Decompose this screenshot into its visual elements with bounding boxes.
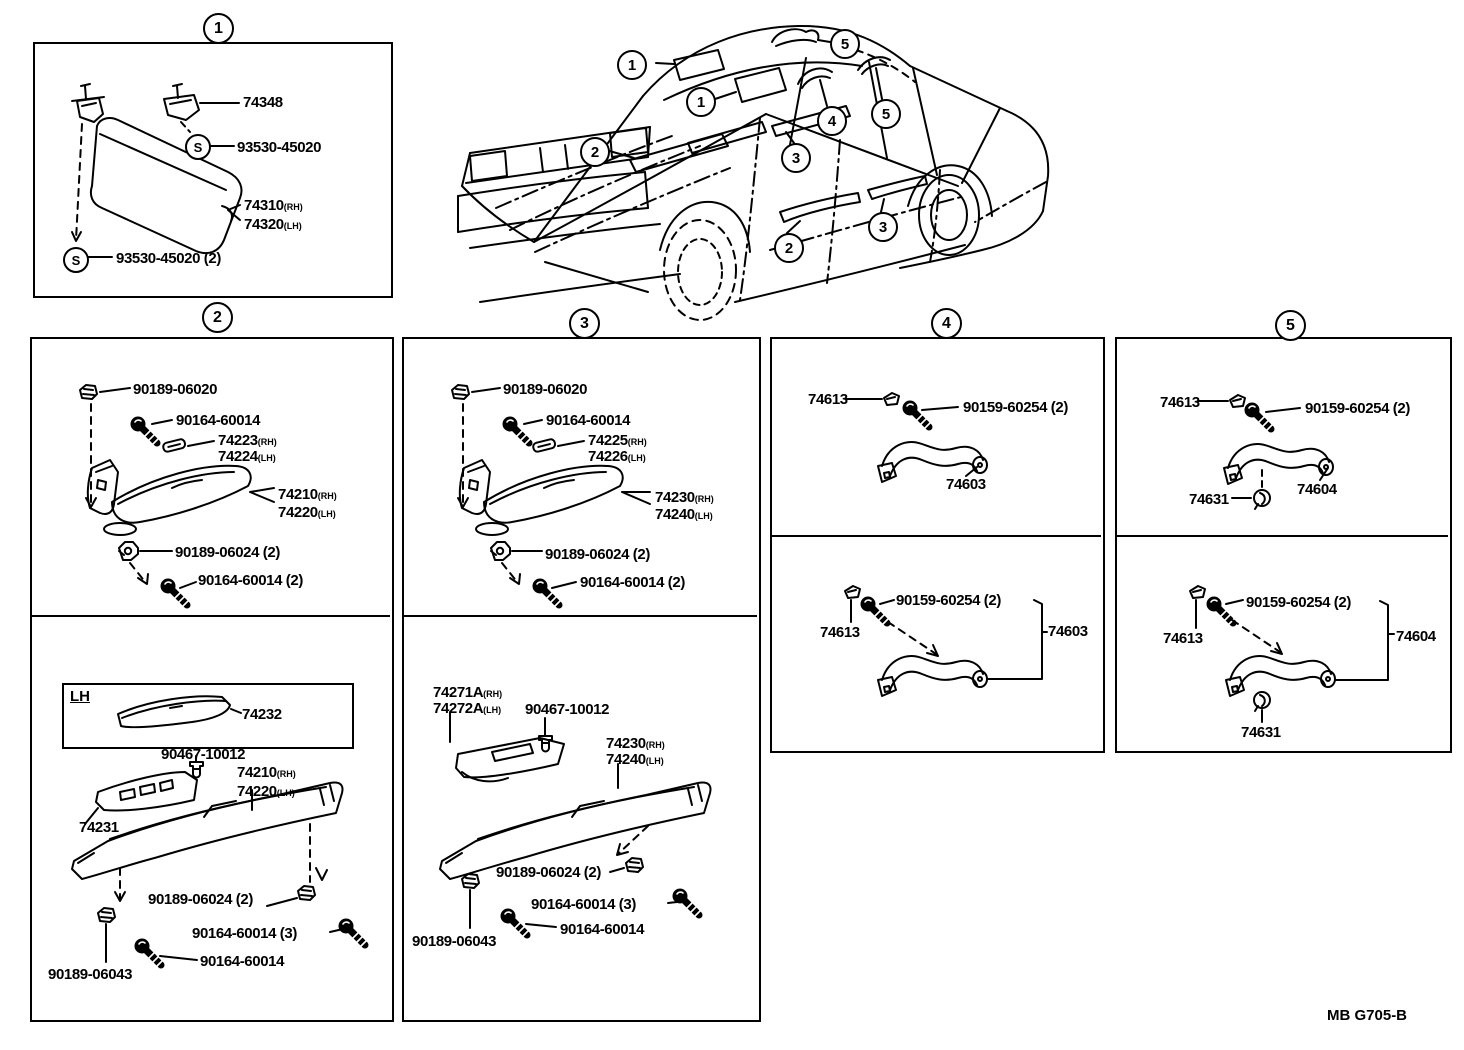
part-label: 90189-06020 [133,381,218,398]
car-callout-visor-1: 1 [617,50,647,80]
part-label: 74310(RH) [244,197,303,214]
part-label: 90164-60014 [176,412,261,429]
car-callout-rear-trim: 3 [781,143,811,173]
part-label: 74240(LH) [606,751,664,768]
part-label: 90164-60014 [200,953,285,970]
part-label: 90467-10012 [525,701,610,718]
car-callout-roof-grip: 5 [830,29,860,59]
part-label: 74210(RH) [278,486,337,503]
part-label: 90164-60014 [560,921,645,938]
part-label: 90189-06024 (2) [148,891,253,908]
part-label: 90189-06024 (2) [496,864,601,881]
part-label: 74223(RH) [218,432,277,449]
part-label: 90164-60014 [546,412,631,429]
part-label: 74603 [946,476,986,493]
section5-number: 5 [1275,310,1306,341]
part-label: 74271A(RH) [433,684,503,701]
car-callout-front-armrest: 2 [774,233,804,263]
car-callout-rear-armrest: 3 [868,212,898,242]
part-label: 74272A(LH) [433,700,502,717]
part-label: 74231 [79,819,119,836]
lh-inset-frame [62,683,354,749]
car-callout-front-trim: 2 [580,137,610,167]
car-callout-visor-2: 1 [686,87,716,117]
part-label: 93530-45020 [237,139,322,156]
part-label: 74604 [1396,628,1436,645]
part-label: 74225(RH) [588,432,647,449]
part-label: 90189-06043 [412,933,497,950]
part-label: 93530-45020 (2) [116,250,221,267]
section2-divider [30,615,390,617]
part-label: 90164-60014 (2) [580,574,685,591]
lh-inset-label: LH [70,688,90,705]
part-label: 74220(LH) [237,783,295,800]
part-label: 90189-06024 (2) [175,544,280,561]
part-label: 74613 [1163,630,1203,647]
part-label: 74613 [1160,394,1200,411]
car-callout-grip-front: 4 [817,106,847,136]
section3-divider [402,615,757,617]
car-callout-grip-rear: 5 [871,99,901,129]
part-label: 90164-60014 (2) [198,572,303,589]
section2-number: 2 [202,302,233,333]
part-label: 74604 [1297,481,1337,498]
section1-number: 1 [203,13,234,44]
part-label: 74348 [243,94,283,111]
screw-marker-top: S [185,134,211,160]
part-label: 74232 [242,706,282,723]
part-label: 90164-60014 (3) [531,896,636,913]
part-label: 74631 [1241,724,1281,741]
part-label: 90159-60254 (2) [963,399,1068,416]
part-label: 90189-06020 [503,381,588,398]
section3-number: 3 [569,308,600,339]
part-label: 74631 [1189,491,1229,508]
part-label: 74226(LH) [588,448,646,465]
page-code: MB G705-B [1327,1007,1408,1024]
section4-number: 4 [931,308,962,339]
screw-marker-bottom: S [63,247,89,273]
part-label: 90467-10012 [161,746,246,763]
section4-divider [770,535,1101,537]
car-drawing [458,26,1048,320]
part-label: 74224(LH) [218,448,276,465]
part-label: 74320(LH) [244,216,302,233]
part-label: 74220(LH) [278,504,336,521]
part-label: 90159-60254 (2) [1305,400,1410,417]
part-label: 74230(RH) [655,489,714,506]
part-label: 74613 [808,391,848,408]
part-label: 90189-06043 [48,966,133,983]
part-label: 74240(LH) [655,506,713,523]
part-label: 74230(RH) [606,735,665,752]
section2-frame [30,337,394,1022]
section3-frame [402,337,761,1022]
part-label: 90164-60014 (3) [192,925,297,942]
part-label: 74613 [820,624,860,641]
section5-divider [1115,535,1448,537]
part-label: 90189-06024 (2) [545,546,650,563]
part-label: 74210(RH) [237,764,296,781]
part-label: 90159-60254 (2) [896,592,1001,609]
part-label: 74603 [1048,623,1088,640]
part-label: 90159-60254 (2) [1246,594,1351,611]
